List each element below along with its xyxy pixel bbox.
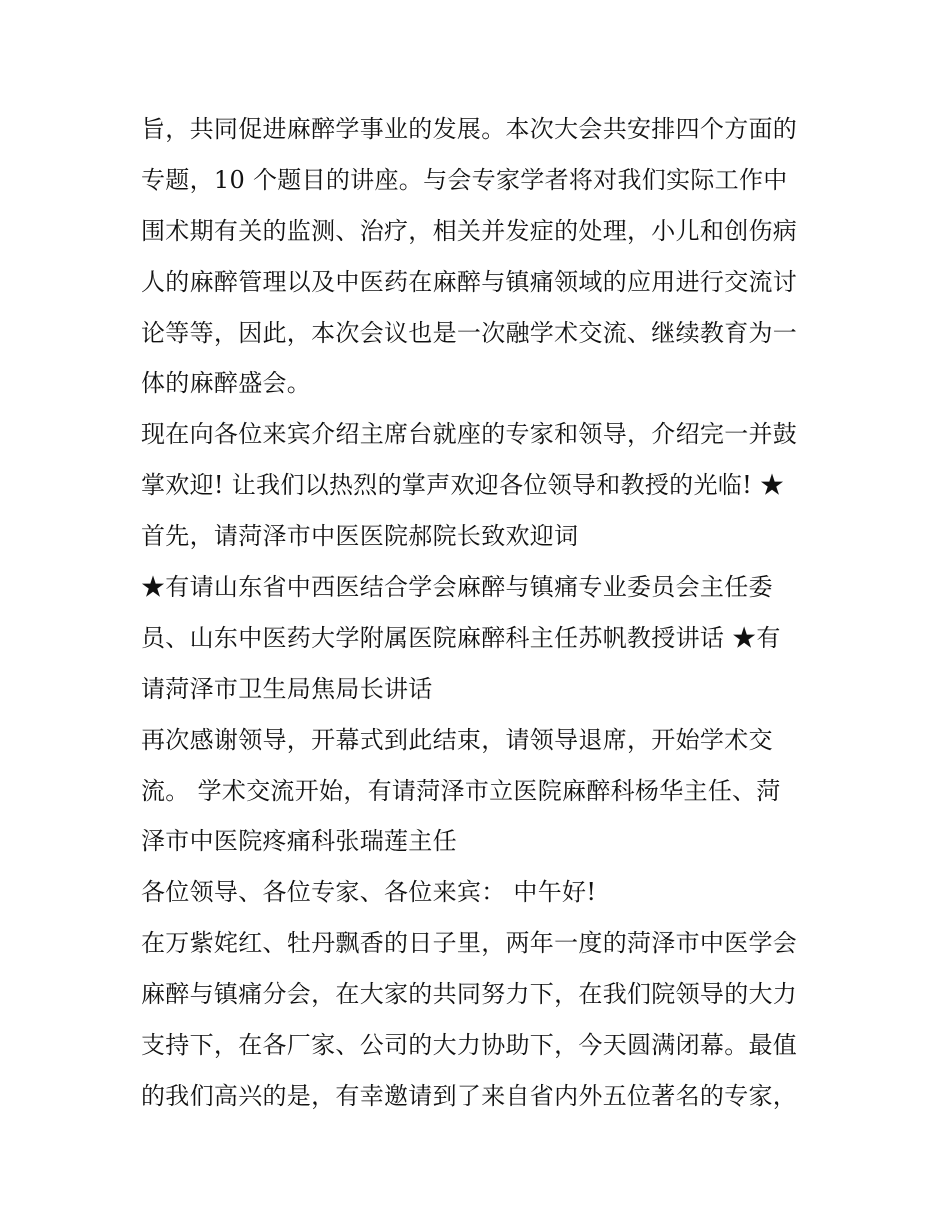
text-line: 体的麻醉盛会。: [141, 369, 312, 398]
text-line: 麻醉与镇痛分会，在大家的共同努力下，在我们院领导的大力: [141, 980, 798, 1009]
text-line: 专题，10 个题目的讲座。与会专家学者将对我们实际工作中: [141, 165, 788, 194]
body-text: [141, 104, 821, 1122]
text-line: 现在向各位来宾介绍主席台就座的专家和领导，介绍完一并鼓: [141, 420, 798, 449]
text-line: 流。 学术交流开始，有请菏泽市立医院麻醉科杨华主任、菏: [141, 776, 781, 805]
text-line: ★有请山东省中西医结合学会麻醉与镇痛专业委员会主任委: [141, 573, 773, 602]
text-line: 请菏泽市卫生局焦局长讲话: [141, 674, 433, 703]
text-line: 首先，请菏泽市中医医院郝院长致欢迎词: [141, 522, 579, 551]
text-line: 在万紫姹红、牡丹飘香的日子里，两年一度的菏泽市中医学会: [141, 929, 798, 958]
text-line: 的我们高兴的是，有幸邀请到了来自省内外五位著名的专家，: [141, 1081, 798, 1110]
text-line: 再次感谢领导，开幕式到此结束，请领导退席，开始学术交: [141, 725, 773, 754]
text-line: 泽市中医院疼痛科张瑞莲主任: [141, 827, 457, 856]
text-line: 支持下，在各厂家、公司的大力协助下，今天圆满闭幕。最值: [141, 1031, 798, 1060]
text-line: 论等等，因此，本次会议也是一次融学术交流、继续教育为一: [141, 318, 798, 347]
text-line: 旨，共同促进麻醉学事业的发展。本次大会共安排四个方面的: [141, 115, 798, 143]
text-line: 各位领导、各位专家、各位来宾： 中午好!: [141, 878, 597, 907]
text-line: 掌欢迎! 让我们以热烈的掌声欢迎各位领导和教授的光临! ★: [141, 471, 785, 500]
text-line: 人的麻醉管理以及中医药在麻醉与镇痛领域的应用进行交流讨: [141, 267, 798, 296]
text-line: 围术期有关的监测、治疗，相关并发症的处理，小儿和创伤病: [141, 216, 798, 245]
text-line: 员、山东中医药大学附属医院麻醉科主任苏帆教授讲话 ★有: [141, 623, 781, 652]
